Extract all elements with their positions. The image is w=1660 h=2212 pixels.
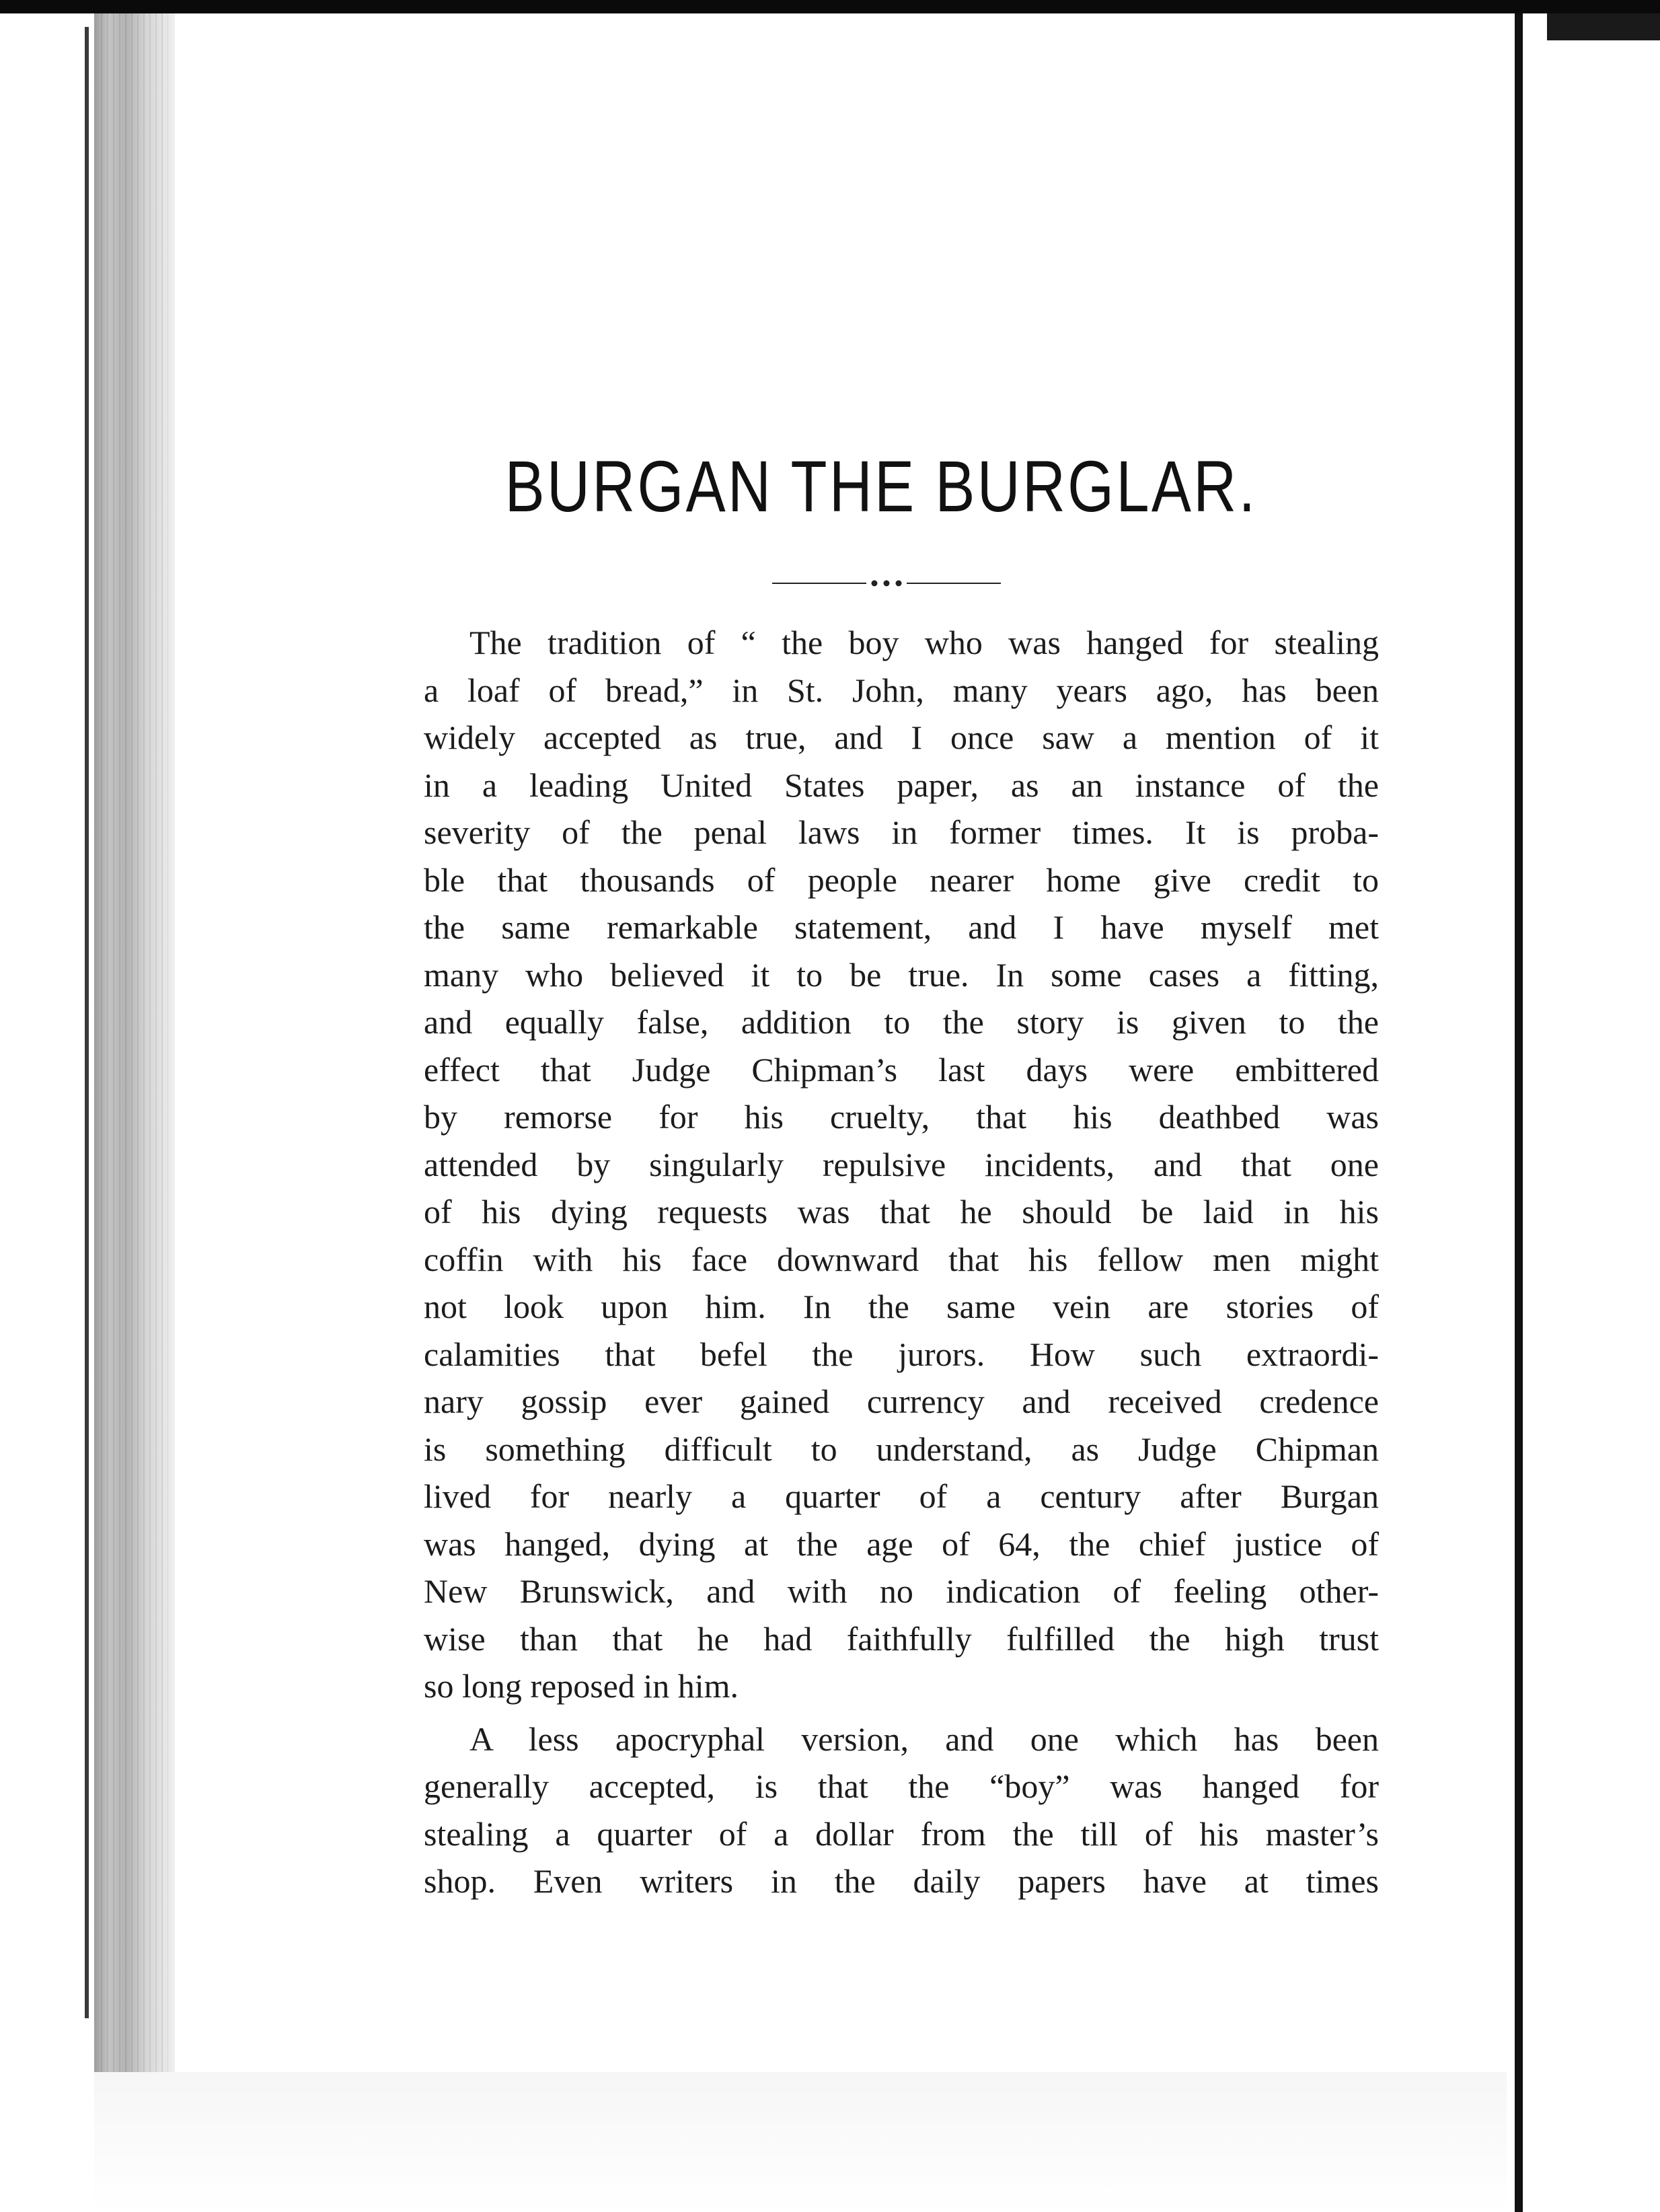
scan-top-edge xyxy=(0,0,1660,13)
text-line: severity of the penal laws in former times. It is proba- xyxy=(424,813,1379,851)
gutter-divider xyxy=(1515,13,1523,2212)
text-line: the same remarkable statement, and I have myself met xyxy=(424,908,1379,946)
paragraph-gap xyxy=(424,1710,1379,1716)
text-line: of his dying requests was that he should be laid in his xyxy=(424,1193,1379,1230)
title-ornament-divider xyxy=(772,577,1001,590)
facing-page-top-edge xyxy=(1547,13,1660,40)
facing-page xyxy=(1523,13,1660,2212)
paragraph xyxy=(424,1716,1379,1905)
text-line: calamities that befel the jurors. How such extraordi- xyxy=(424,1335,1379,1373)
text-line: a loaf of bread,” in St. John, many years ago, has been xyxy=(424,671,1379,709)
text-line: in a leading United States paper, as an instance of the xyxy=(424,766,1379,804)
paragraph xyxy=(424,619,1379,1710)
text-line: nary gossip ever gained currency and received credence xyxy=(424,1382,1379,1420)
text-line: The tradition of “ the boy who was hanged for stealing xyxy=(469,624,1379,661)
chapter-body xyxy=(424,619,1379,1905)
text-line: many who believed it to be true. In some cases a fitting, xyxy=(424,955,1379,994)
text-line: by remorse for his cruelty, that his deathbed was xyxy=(424,1098,1379,1136)
ornament-dot xyxy=(872,581,878,587)
chapter-title: BURGAN THE BURGLAR. xyxy=(504,445,1258,527)
ornament-dot xyxy=(896,581,902,587)
scan-left-margin xyxy=(0,13,87,2212)
text-line: ble that thousands of people nearer home give credit to xyxy=(424,860,1379,899)
text-line: effect that Judge Chipman’s last days were embittered xyxy=(424,1050,1379,1089)
ornament-dot xyxy=(884,581,890,587)
text-line: is something difficult to understand, as Judge Chipman xyxy=(424,1430,1379,1468)
scan-left-rule xyxy=(85,27,89,2018)
text-line: coffin with his face downward that his fellow men might xyxy=(424,1240,1379,1278)
text-line: not look upon him. In the same vein are stories of xyxy=(424,1288,1379,1325)
text-line: New Brunswick, and with no indication of feeling other- xyxy=(424,1572,1379,1610)
text-line: and equally false, addition to the story is given to the xyxy=(424,1003,1379,1041)
text-line: shop. Even writers in the daily papers have at times xyxy=(424,1862,1379,1900)
text-line: wise than that he had faithfully fulfilled the high trust xyxy=(424,1619,1379,1658)
page-bottom-shade xyxy=(94,2072,1507,2212)
text-line: so long reposed in him. xyxy=(424,1667,739,1705)
text-line: attended by singularly repulsive incidents, and that one xyxy=(424,1145,1379,1183)
text-line: lived for nearly a quarter of a century after Burgan xyxy=(424,1477,1379,1515)
text-line: A less apocryphal version, and one which has been xyxy=(469,1720,1379,1758)
text-line: generally accepted, is that the “boy” was hanged for xyxy=(424,1767,1379,1805)
text-line: widely accepted as true, and I once saw a mention of it xyxy=(424,718,1379,756)
text-line: stealing a quarter of a dollar from the till of his master’s xyxy=(424,1814,1379,1853)
text-line: was hanged, dying at the age of 64, the chief justice of xyxy=(424,1524,1379,1563)
book-page-edge-lines xyxy=(101,13,168,2086)
